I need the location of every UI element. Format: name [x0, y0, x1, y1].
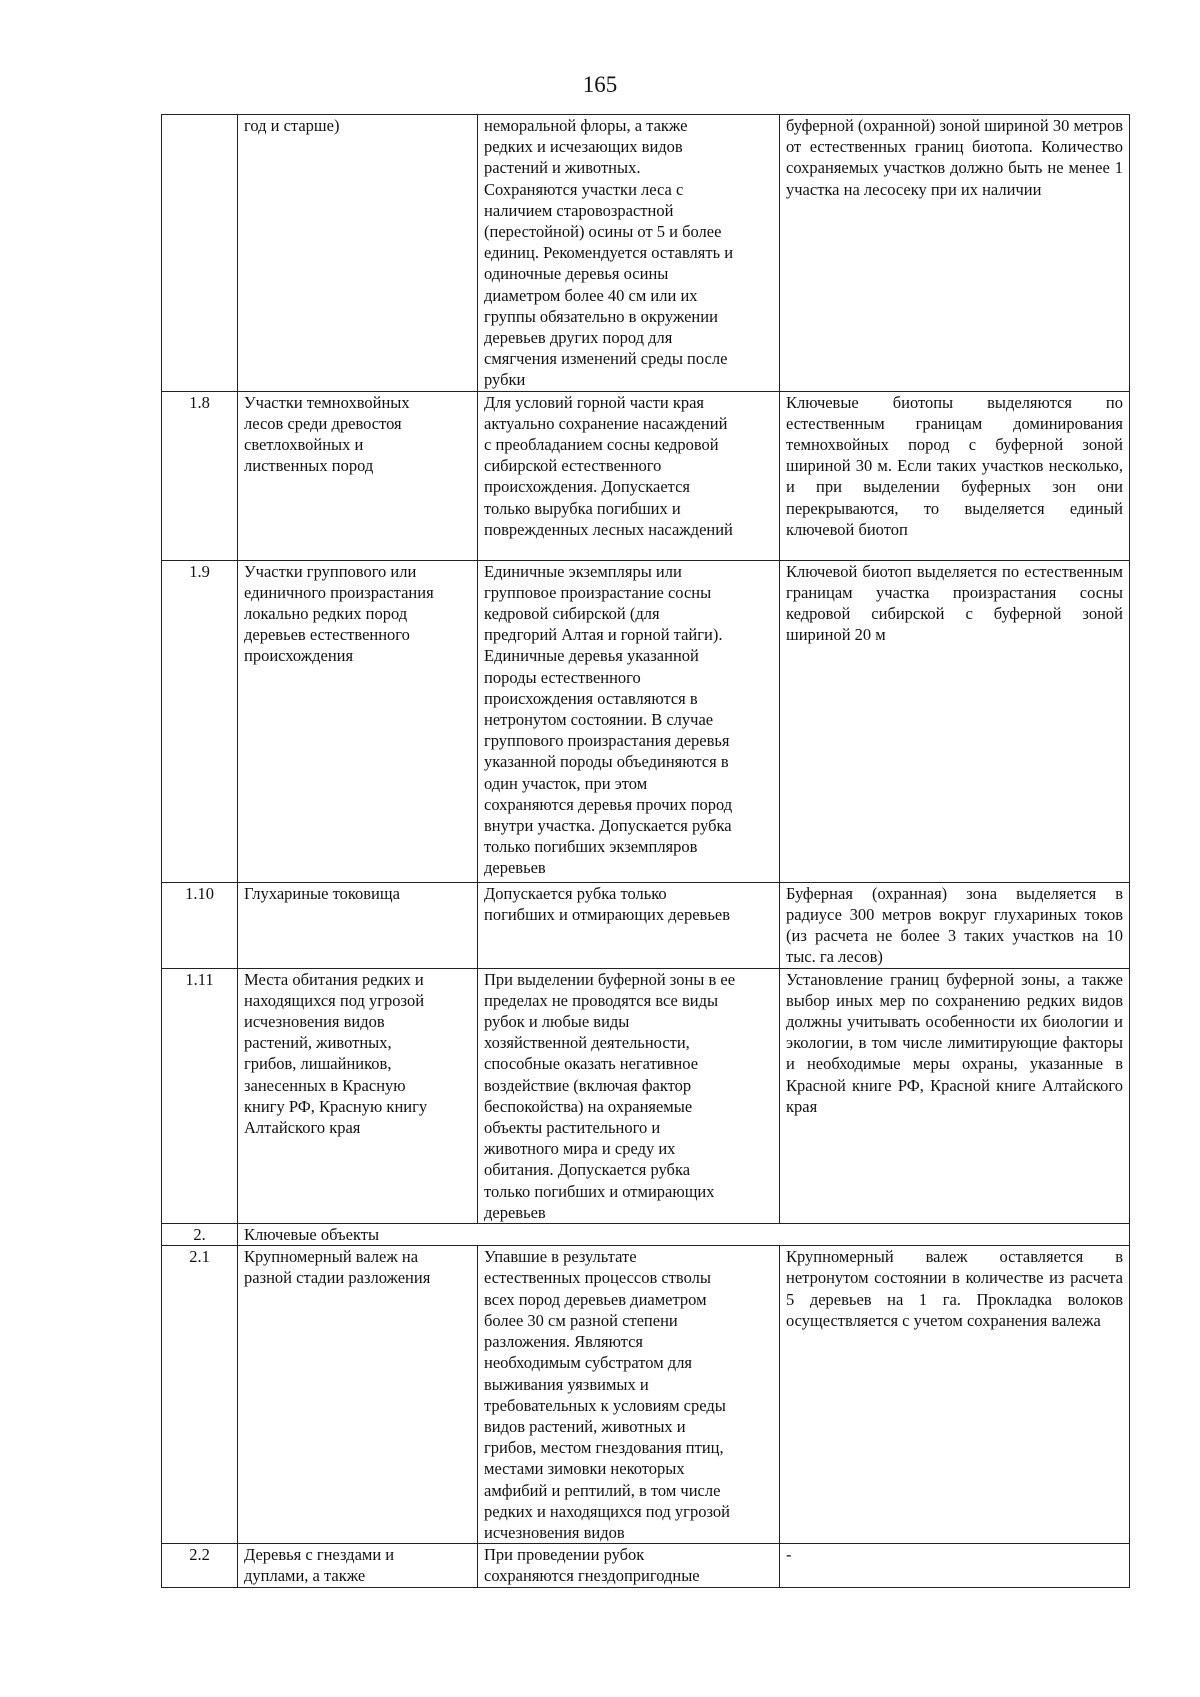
- biotope-description-cell: Допускается рубка только погибших и отмирающих деревьев: [478, 882, 780, 968]
- biotope-description-cell: При выделении буферной зоны в ее пределах не проводятся все виды рубок и любые виды хозяйственной деятельности, способные оказать негативное воздействие (включая фактор беспокойства) на охраняемые объекты растительного и животного мира и среду их обитания. Допускается рубка только погибших и отмирающих деревьев: [478, 968, 780, 1223]
- protection-measure-cell: Ключевые биотопы выделяются по естественным границам доминирования темнохвойных пород с буферной зоной шириной 30 м. Если таких участков несколько, и при выделении буферных зон они перекрываются, то выделяется единый ключевой биотоп: [780, 391, 1130, 560]
- row-number-cell: [162, 115, 238, 392]
- biotope-description-cell: Упавшие в результате естественных процессов стволы всех пород деревьев диаметром более 30 см разной степени разложения. Являются необходимым субстратом для выживания уязвимых и требовательных к условиям среды видов растений, животных и грибов, местом гнездования птиц, местами зимовки некоторых амфибий и рептилий, в том числе редких и находящихся под угрозой исчезновения видов: [478, 1246, 780, 1544]
- protection-measure-cell: -: [780, 1544, 1130, 1587]
- table-row: [162, 1544, 1130, 1587]
- table-row: [162, 882, 1130, 968]
- table-row: [162, 560, 1130, 882]
- row-number-cell: 2.1: [162, 1246, 238, 1544]
- row-number-cell: 2.2: [162, 1544, 238, 1587]
- biotope-name-cell: Участки темнохвойных лесов среди древостоя светлохвойных и лиственных пород: [238, 391, 478, 560]
- table-row: [162, 1246, 1130, 1544]
- biotope-table: [161, 114, 1130, 1588]
- row-number-cell: 1.10: [162, 882, 238, 968]
- biotope-description-cell: При проведении рубок сохраняются гнездопригодные: [478, 1544, 780, 1587]
- biotope-name-cell: Деревья с гнездами и дуплами, а также: [238, 1544, 478, 1587]
- table-row: [162, 391, 1130, 560]
- row-number-cell: 1.9: [162, 560, 238, 882]
- table-row: [162, 968, 1130, 1223]
- protection-measure-cell: Установление границ буферной зоны, а также выбор иных мер по сохранению редких видов должны учитывать особенности их биологии и экологии, в том числе лимитирующие факторы и необходимые меры охраны, указанные в Красной книге РФ, Красной книге Алтайского края: [780, 968, 1130, 1223]
- biotope-description-cell: неморальной флоры, а также редких и исчезающих видов растений и животных. Сохраняются участки леса с наличием старовозрастной (перестойной) осины от 5 и более единиц. Рекомендуется оставлять и одиночные деревья осины диаметром более 40 см или их группы обязательно в окружении деревьев других пород для смягчения изменений среды после рубки: [478, 115, 780, 392]
- protection-measure-cell: буферной (охранной) зоной шириной 30 метров от естественных границ биотопа. Количество сохраняемых участков должно быть не менее 1 участка на лесосеку при их наличии: [780, 115, 1130, 392]
- biotope-name-cell: Места обитания редких и находящихся под угрозой исчезновения видов растений, животных, грибов, лишайников, занесенных в Красную книгу РФ, Красную книгу Алтайского края: [238, 968, 478, 1223]
- biotope-name-cell: Глухариные токовища: [238, 882, 478, 968]
- section-title-cell: Ключевые объекты: [238, 1224, 1130, 1246]
- biotope-name-cell: Участки группового или единичного произрастания локально редких пород деревьев естественного происхождения: [238, 560, 478, 882]
- row-number-cell: 1.8: [162, 391, 238, 560]
- biotope-description-cell: Для условий горной части края актуально сохранение насаждений с преобладанием сосны кедровой сибирской естественного происхождения. Допускается только вырубка погибших и поврежденных лесных насаждений: [478, 391, 780, 560]
- table-row: [162, 115, 1130, 392]
- protection-measure-cell: Крупномерный валеж оставляется в нетронутом состоянии в количестве из расчета 5 деревьев на 1 га. Прокладка волоков осуществляется с учетом сохранения валежа: [780, 1246, 1130, 1544]
- page-number: 165: [582, 72, 618, 97]
- biotope-name-cell: Крупномерный валеж на разной стадии разложения: [238, 1246, 478, 1544]
- row-number-cell: 1.11: [162, 968, 238, 1223]
- protection-measure-cell: Буферная (охранная) зона выделяется в радиусе 300 метров вокруг глухариных токов (из расчета не более 3 таких участков на 10 тыс. га лесов): [780, 882, 1130, 968]
- biotope-description-cell: Единичные экземпляры или групповое произрастание сосны кедровой сибирской (для предгорий Алтая и горной тайги). Единичные деревья указанной породы естественного происхождения оставляются в нетронутом состоянии. В случае группового произрастания деревья указанной породы объединяются в один участок, при этом сохраняются деревья прочих пород внутри участка. Допускается рубка только погибших экземпляров деревьев: [478, 560, 780, 882]
- table-section-row: [162, 1224, 1130, 1246]
- protection-measure-cell: Ключевой биотоп выделяется по естественным границам участка произрастания сосны кедровой сибирской с буферной зоной шириной 20 м: [780, 560, 1130, 882]
- biotope-name-cell: год и старше): [238, 115, 478, 392]
- section-number-cell: 2.: [162, 1224, 238, 1246]
